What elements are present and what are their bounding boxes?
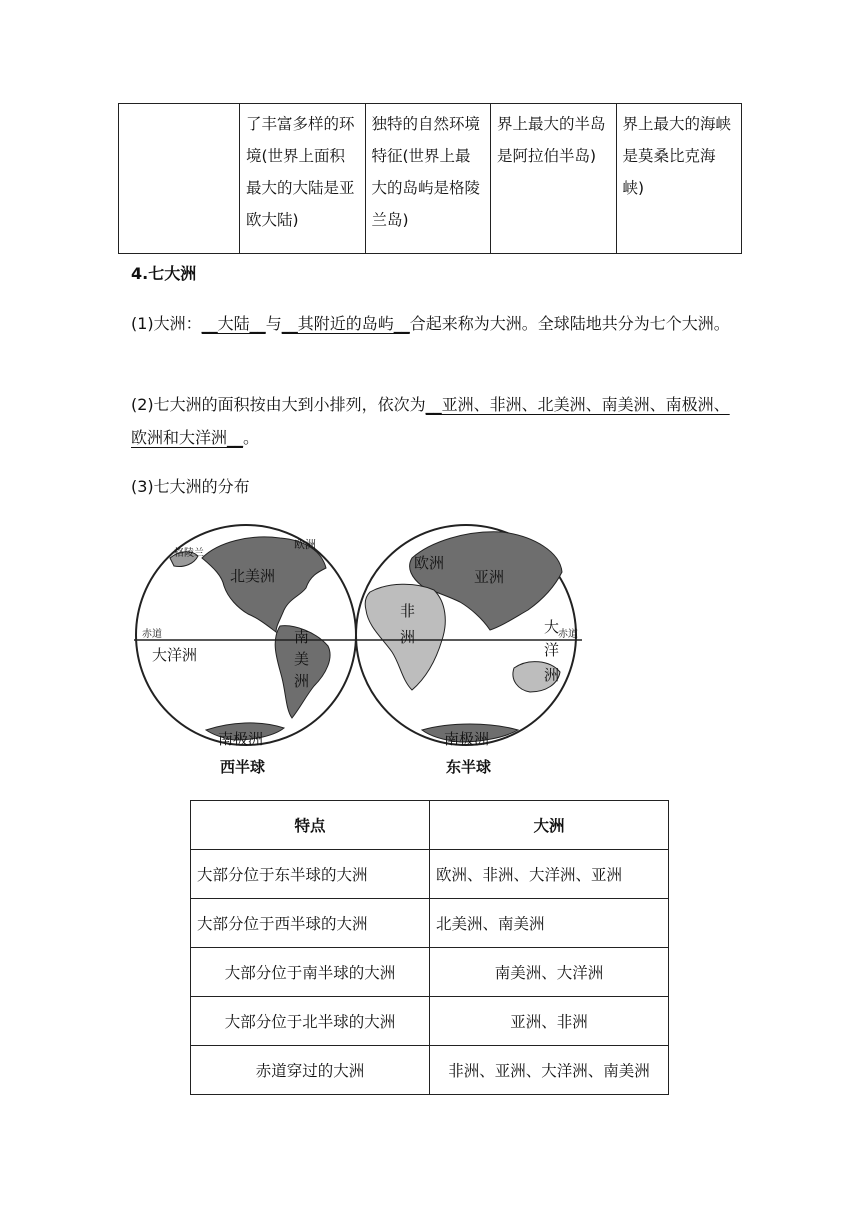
table-cell: 南美洲、大洋洲 — [430, 948, 669, 997]
label-europe-east: 欧洲 — [414, 554, 445, 572]
eastern-hemisphere — [356, 525, 576, 745]
table-row — [119, 104, 742, 254]
text: (1)大洲： — [131, 314, 202, 333]
table-cell: 亚洲、非洲 — [430, 997, 669, 1046]
label-equator-east: 赤道 — [558, 629, 578, 640]
label-south-america-3: 洲 — [294, 672, 310, 690]
answer-blank: __其附近的岛屿__ — [281, 314, 410, 333]
text: 与 — [265, 314, 282, 333]
table-row — [191, 850, 669, 899]
western-hemisphere — [136, 525, 356, 745]
table-cell: 赤道穿过的大洲 — [191, 1046, 430, 1095]
text: 。 — [243, 428, 260, 447]
table-cell: 非洲、亚洲、大洋洲、南美洲 — [430, 1046, 669, 1095]
column-header: 特点 — [191, 801, 430, 850]
column-header: 大洲 — [430, 801, 669, 850]
table-row — [191, 899, 669, 948]
table-cell: 大部分位于东半球的大洲 — [191, 850, 430, 899]
table-cell — [119, 104, 240, 254]
paragraph-order — [131, 388, 741, 454]
table-cell: 大部分位于北半球的大洲 — [191, 997, 430, 1046]
caption-west: 西半球 — [220, 758, 266, 776]
label-europe-west: 欧洲 — [294, 538, 316, 551]
label-africa-2: 洲 — [400, 628, 416, 646]
answer-blank: __亚洲、非洲、北美洲、南美洲、南极洲、欧洲和大洋洲__ — [131, 395, 730, 447]
table-cell: 独特的自然环境特征(世界上最大的岛屿是格陵兰岛) — [365, 104, 491, 254]
paragraph-definition — [131, 307, 741, 340]
label-antarctica-west: 南极洲 — [218, 730, 264, 748]
label-equator-west: 赤道 — [142, 629, 162, 640]
label-north-america: 北美洲 — [230, 567, 276, 585]
label-oceania-east-3: 洲 — [544, 666, 560, 684]
table-cell: 大部分位于南半球的大洲 — [191, 948, 430, 997]
paragraph-distribution — [131, 470, 741, 503]
table-cell: 大部分位于西半球的大洲 — [191, 899, 430, 948]
label-oceania-east-1: 大 — [544, 618, 560, 636]
text: (2)七大洲的面积按由大到小排列，依次为 — [131, 395, 426, 414]
table-cell: 界上最大的半岛是阿拉伯半岛) — [491, 104, 617, 254]
text: 合起来称为大洲。全球陆地共分为七个大洲。 — [409, 314, 730, 333]
label-asia: 亚洲 — [474, 568, 505, 586]
table-row — [191, 948, 669, 997]
label-south-america-1: 南 — [294, 628, 310, 646]
table-cell: 界上最大的海峡是莫桑比克海峡) — [616, 104, 742, 254]
text: (3)七大洲的分布 — [131, 477, 250, 496]
table-cell: 了丰富多样的环境(世界上面积最大的大陆是亚欧大陆) — [240, 104, 366, 254]
hemisphere-maps — [130, 518, 740, 780]
label-greenland: 格陵兰 — [174, 548, 204, 559]
section-heading: 4.七大洲 — [131, 264, 197, 283]
table-row — [191, 1046, 669, 1095]
answer-blank: __大陆__ — [201, 314, 266, 333]
table-header-row — [191, 801, 669, 850]
label-antarctica-east: 南极洲 — [444, 730, 490, 748]
label-africa-1: 非 — [400, 602, 416, 620]
caption-east: 东半球 — [446, 758, 492, 776]
continent-distribution-table — [190, 800, 669, 1095]
label-south-america-2: 美 — [294, 650, 310, 668]
table-cell: 欧洲、非洲、大洋洲、亚洲 — [430, 850, 669, 899]
table-row — [191, 997, 669, 1046]
label-oceania-east-2: 洋 — [544, 641, 560, 659]
label-oceania-west: 大洋洲 — [152, 646, 198, 664]
table-cell: 北美洲、南美洲 — [430, 899, 669, 948]
hemispheres-svg — [130, 518, 740, 780]
continuation-table — [118, 103, 742, 254]
